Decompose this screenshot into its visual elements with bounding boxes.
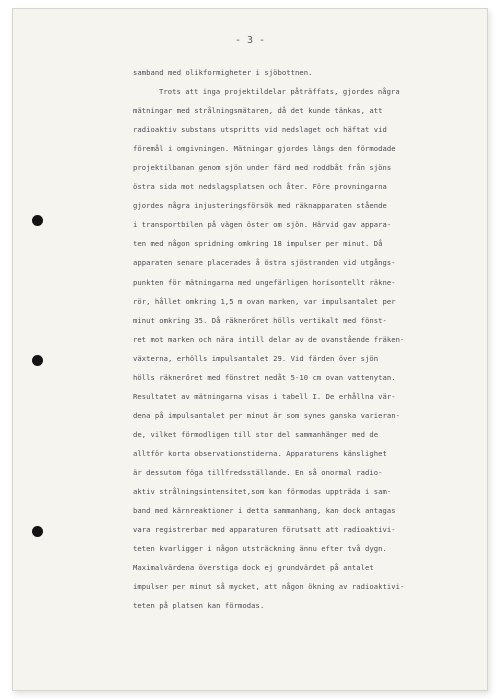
text-line: de, vilket förmodligen till stor del sammanhänger med de <box>133 429 379 439</box>
text-line: östra sida mot nedslagsplatsen och åter. Före provningarna <box>133 182 387 192</box>
text-line: aktiv strålningsintensitet,som kan förmodas uppträda i sam- <box>133 487 392 497</box>
punch-hole <box>32 526 43 537</box>
text-line: teten på platsen kan förmodas. <box>133 601 265 611</box>
punch-hole <box>32 215 43 226</box>
text-line: Maximalvärdena överstiga dock ej grundvärdet på antalet <box>133 563 374 573</box>
text-line: föremål i omgivningen. Mätningar gjordes längs den förmodade <box>133 144 396 154</box>
text-line: band med kärnreaktioner i detta sammanhang, kan dock antagas <box>133 506 396 516</box>
punch-hole <box>32 355 43 366</box>
text-line: ret mot marken och nära intill delar av de ovanstående fräken- <box>133 334 405 344</box>
text-line: impulser per minut så mycket, att någon ökning av radioaktivi- <box>133 582 405 592</box>
text-line: växterna, erhölls impulsantalet 29. Vid färden över sjön <box>133 353 379 363</box>
text-line: dena på impulsantalet per minut är som synes ganska varieran- <box>133 410 401 420</box>
text-line: mätningar med strålningsmätaren, då det kunde tänkas, att <box>133 106 383 116</box>
text-line: apparaten senare placerades å östra sjöstranden vid utgångs- <box>133 258 396 268</box>
document-page <box>12 8 488 691</box>
text-line: radioaktiv substans utspritts vid nedslaget och häftat vid <box>133 125 387 135</box>
text-line: vara registrerbar med apparaturen förutsatt att radioaktivi- <box>133 525 396 535</box>
text-line: punkten för mätningarna med ungefärligen horisontellt räkne- <box>133 277 396 287</box>
text-line: rör, hållet omkring 1,5 m ovan marken, var impulsantalet per <box>133 296 396 306</box>
text-line: i transportbilen på vägen öster om sjön. Härvid gav appara- <box>133 220 392 230</box>
text-line: gjordes några injusteringsförsök med räknapparaten stående <box>133 201 387 211</box>
page-number: - 3 - <box>234 35 266 46</box>
text-line: samband med olikformigheter i sjöbottnen. <box>133 68 313 77</box>
text-line: Trots att inga projektildelar påträffats, gjordes några <box>159 87 400 97</box>
text-line: hölls räknerőret med fönstret nedåt 5-10 cm ovan vattenytan. <box>133 372 396 382</box>
text-line: projektilbanan genom sjön under färd med roddbåt från sjöns <box>133 163 392 173</box>
text-line: är dessutom föga tillfredsställande. En så onormal radio- <box>133 467 383 477</box>
text-line: teten kvarligger i någon utsträckning ännu efter två dygn. <box>133 544 387 554</box>
text-line: Resultatet av mätningarna visas i tabell I. De erhållna vär- <box>133 391 396 401</box>
text-line: minut omkring 35. Då räknerőret hölls vertikalt med fönst- <box>133 315 387 325</box>
body-text <box>133 63 488 615</box>
text-line: ten med någon spridning omkring 18 impulser per minut. Då <box>133 239 383 249</box>
text-line: alltför korta observationstiderna. Apparaturens känslighet <box>133 448 387 458</box>
